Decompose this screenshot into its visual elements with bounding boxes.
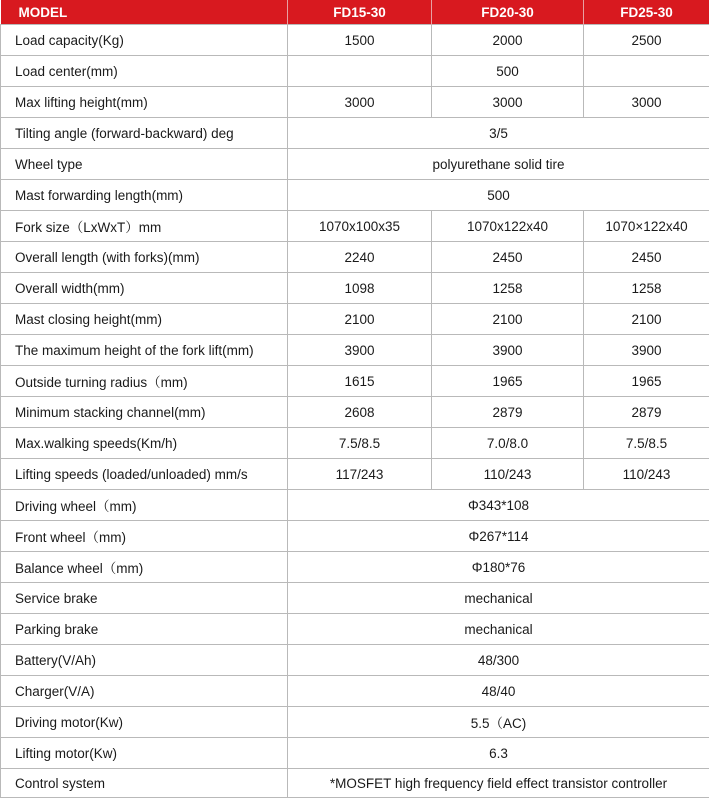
header-fd15-30: FD15-30 bbox=[288, 0, 432, 25]
cell-value: 1965 bbox=[584, 366, 709, 397]
cell-value: 1070x122x40 bbox=[432, 211, 584, 242]
row-label: Mast closing height(mm) bbox=[1, 304, 288, 335]
cell-value: 2100 bbox=[288, 304, 432, 335]
table-row bbox=[1, 335, 709, 366]
row-label: Driving motor(Kw) bbox=[1, 707, 288, 738]
table-row bbox=[1, 490, 709, 521]
cell-value-shared: mechanical bbox=[288, 583, 709, 614]
cell-value: 3900 bbox=[432, 335, 584, 366]
cell-value: 3900 bbox=[584, 335, 709, 366]
header-model: MODEL bbox=[1, 0, 288, 25]
cell-value: 3000 bbox=[584, 87, 709, 118]
row-label: Control system bbox=[1, 769, 288, 798]
cell-value-shared: 48/40 bbox=[288, 676, 709, 707]
cell-value: 2100 bbox=[584, 304, 709, 335]
table-row bbox=[1, 304, 709, 335]
table-row bbox=[1, 397, 709, 428]
row-label: Minimum stacking channel(mm) bbox=[1, 397, 288, 428]
cell-value: 1098 bbox=[288, 273, 432, 304]
cell-value: 1258 bbox=[584, 273, 709, 304]
cell-value: 110/243 bbox=[584, 459, 709, 490]
cell-value-shared: 48/300 bbox=[288, 645, 709, 676]
row-label: Tilting angle (forward-backward) deg bbox=[1, 118, 288, 149]
row-label: Driving wheel（mm) bbox=[1, 490, 288, 521]
table-row bbox=[1, 583, 709, 614]
row-label: Front wheel（mm) bbox=[1, 521, 288, 552]
cell-value: 117/243 bbox=[288, 459, 432, 490]
header-fd25-30: FD25-30 bbox=[584, 0, 709, 25]
row-label: Battery(V/Ah) bbox=[1, 645, 288, 676]
table-row bbox=[1, 614, 709, 645]
cell-value bbox=[584, 56, 709, 87]
row-label: Balance wheel（mm) bbox=[1, 552, 288, 583]
cell-value-shared: *MOSFET high frequency field effect transistor controller bbox=[288, 769, 709, 798]
header-fd20-30: FD20-30 bbox=[432, 0, 584, 25]
cell-value-shared: polyurethane solid tire bbox=[288, 149, 709, 180]
cell-value: 7.5/8.5 bbox=[584, 428, 709, 459]
cell-value: 1258 bbox=[432, 273, 584, 304]
row-label: Outside turning radius（mm) bbox=[1, 366, 288, 397]
cell-value: 3000 bbox=[288, 87, 432, 118]
row-label: Parking brake bbox=[1, 614, 288, 645]
cell-value: 2100 bbox=[432, 304, 584, 335]
table-row bbox=[1, 149, 709, 180]
header-row bbox=[1, 0, 709, 25]
table-row bbox=[1, 459, 709, 490]
table-row bbox=[1, 552, 709, 583]
row-label: Overall length (with forks)(mm) bbox=[1, 242, 288, 273]
row-label: Overall width(mm) bbox=[1, 273, 288, 304]
cell-value-shared: 6.3 bbox=[288, 738, 709, 769]
row-label: Lifting motor(Kw) bbox=[1, 738, 288, 769]
cell-value: 1965 bbox=[432, 366, 584, 397]
cell-value: 2000 bbox=[432, 25, 584, 56]
table-row bbox=[1, 676, 709, 707]
row-label: Fork size（LxWxT）mm bbox=[1, 211, 288, 242]
table-row bbox=[1, 645, 709, 676]
cell-value-shared: Φ267*114 bbox=[288, 521, 709, 552]
table-row bbox=[1, 118, 709, 149]
row-label: Wheel type bbox=[1, 149, 288, 180]
cell-value: 2450 bbox=[584, 242, 709, 273]
cell-value: 2500 bbox=[584, 25, 709, 56]
cell-value: 7.5/8.5 bbox=[288, 428, 432, 459]
table-row bbox=[1, 707, 709, 738]
cell-value-shared: mechanical bbox=[288, 614, 709, 645]
table-row bbox=[1, 366, 709, 397]
row-label: Charger(V/A) bbox=[1, 676, 288, 707]
table-row bbox=[1, 56, 709, 87]
cell-value: 7.0/8.0 bbox=[432, 428, 584, 459]
cell-value: 1070x100x35 bbox=[288, 211, 432, 242]
row-label: Max.walking speeds(Km/h) bbox=[1, 428, 288, 459]
table-row bbox=[1, 738, 709, 769]
row-label: The maximum height of the fork lift(mm) bbox=[1, 335, 288, 366]
cell-value: 1615 bbox=[288, 366, 432, 397]
table-row bbox=[1, 25, 709, 56]
row-label: Max lifting height(mm) bbox=[1, 87, 288, 118]
table-row bbox=[1, 769, 709, 798]
table-row bbox=[1, 211, 709, 242]
table-row bbox=[1, 180, 709, 211]
row-label: Lifting speeds (loaded/unloaded) mm/s bbox=[1, 459, 288, 490]
row-label: Service brake bbox=[1, 583, 288, 614]
cell-value-shared: 3/5 bbox=[288, 118, 709, 149]
table-row bbox=[1, 273, 709, 304]
cell-value: 2879 bbox=[584, 397, 709, 428]
cell-value: 2879 bbox=[432, 397, 584, 428]
cell-value-shared: 5.5（AC) bbox=[288, 707, 709, 738]
cell-value: 3000 bbox=[432, 87, 584, 118]
cell-value: 1070×122x40 bbox=[584, 211, 709, 242]
cell-value: 2608 bbox=[288, 397, 432, 428]
cell-value-shared: Φ343*108 bbox=[288, 490, 709, 521]
cell-value: 3900 bbox=[288, 335, 432, 366]
table-row bbox=[1, 242, 709, 273]
table-row bbox=[1, 428, 709, 459]
cell-value: 1500 bbox=[288, 25, 432, 56]
cell-value: 2240 bbox=[288, 242, 432, 273]
table-row bbox=[1, 87, 709, 118]
cell-value-shared: 500 bbox=[288, 180, 709, 211]
cell-value: 500 bbox=[432, 56, 584, 87]
cell-value-shared: Φ180*76 bbox=[288, 552, 709, 583]
row-label: Load center(mm) bbox=[1, 56, 288, 87]
row-label: Load capacity(Kg) bbox=[1, 25, 288, 56]
cell-value: 2450 bbox=[432, 242, 584, 273]
cell-value: 110/243 bbox=[432, 459, 584, 490]
row-label: Mast forwarding length(mm) bbox=[1, 180, 288, 211]
table-row bbox=[1, 521, 709, 552]
cell-value bbox=[288, 56, 432, 87]
